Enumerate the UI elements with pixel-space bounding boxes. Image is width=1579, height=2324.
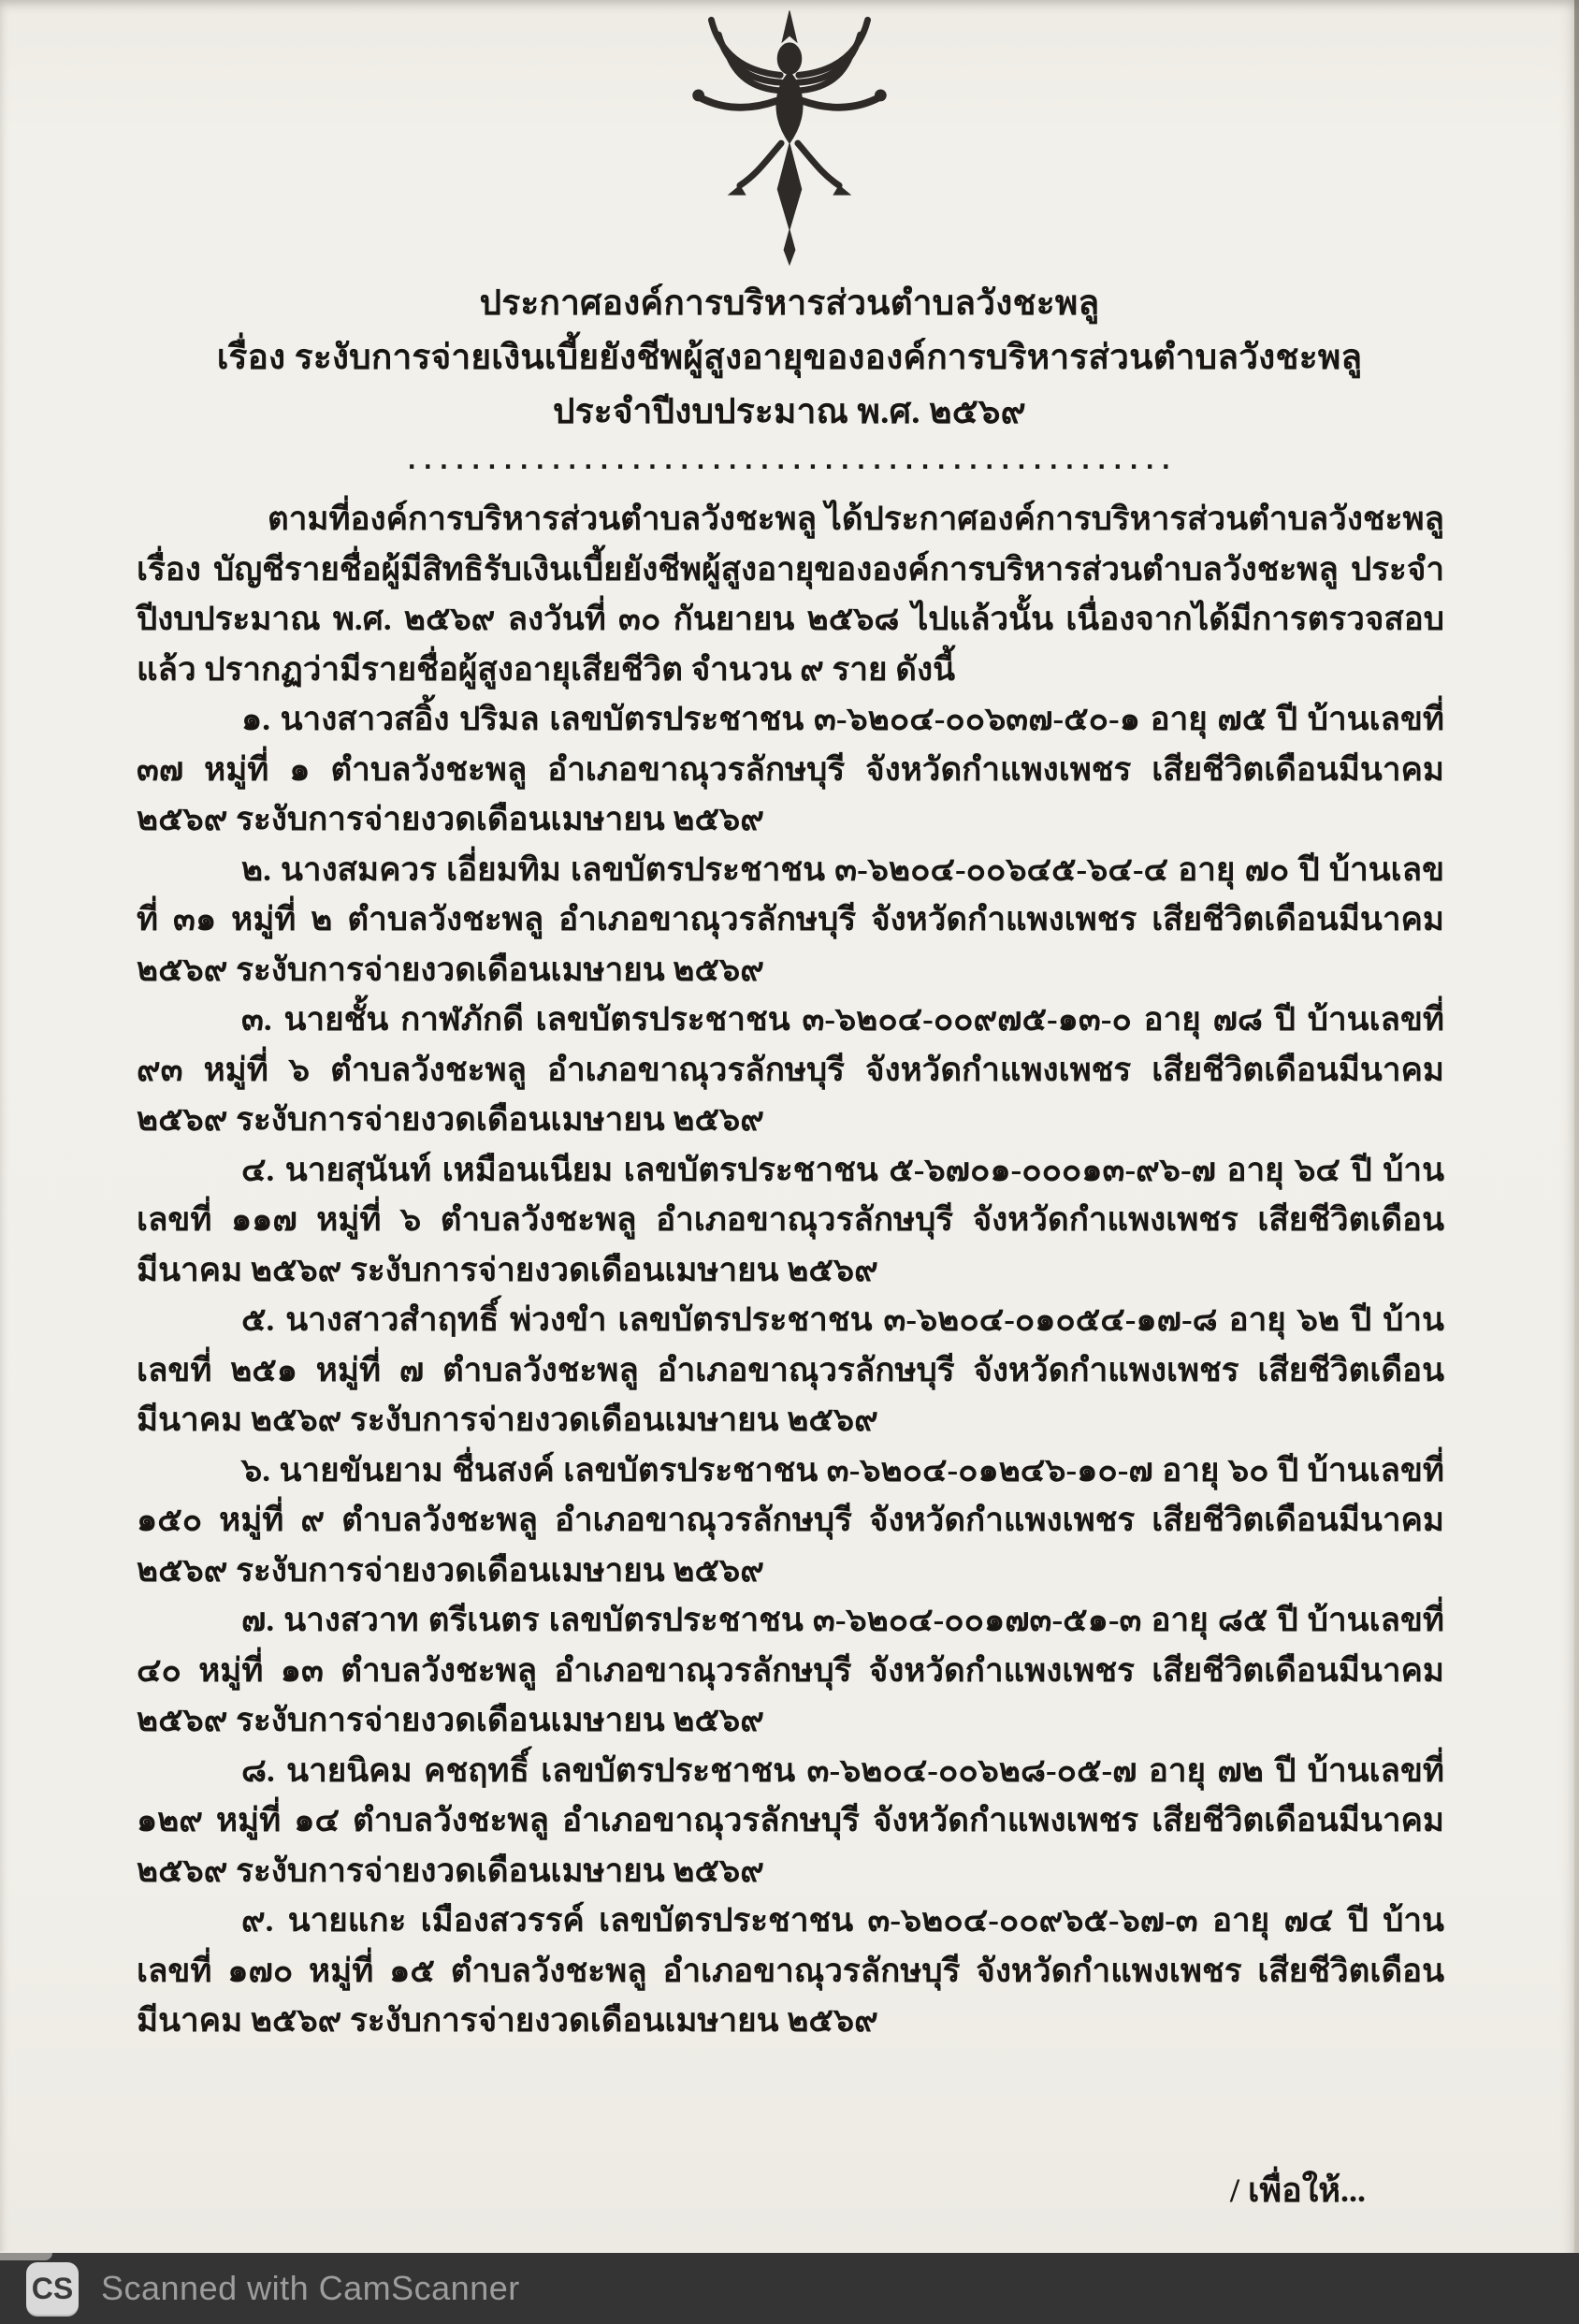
document-body bbox=[137, 494, 1444, 2046]
garuda-emblem bbox=[679, 7, 900, 286]
scan-edge-artifact bbox=[1574, 0, 1579, 2324]
page-corner-artifact bbox=[0, 2251, 52, 2260]
deceased-item-3: ๓. นายชั้น กาฬภักดี เลขบัตรประชาชน ๓-๖๒๐๔-๐๐๙๗๕-๑๓-๐ อายุ ๗๘ ปี บ้านเลขที่ ๙๓ หมู่ที่ ๖ ตำบลวังชะพลู อำเภอขาณุวรลักษบุรี จังหวัดกำแพงเพชร เสียชีวิตเดือนมีนาคม ๒๕๖๙ ระงับการจ่ายงวดเดือนเมษายน ๒๕๖๙ bbox=[137, 1001, 1444, 1138]
announcement-title-line3: ประจำปีงบประมาณ พ.ศ. ๒๕๖๙ bbox=[553, 393, 1026, 431]
deceased-item-6: ๖. นายขันยาม ชื่นสงค์ เลขบัตรประชาชน ๓-๖๒๐๔-๐๑๒๔๖-๑๐-๗ อายุ ๖๐ ปี บ้านเลขที่ ๑๕๐ หมู่ที่ ๙ ตำบลวังชะพลู อำเภอขาณุวรลักษบุรี จังหวัดกำแพงเพชร เสียชีวิตเดือนมีนาคม ๒๕๖๙ ระงับการจ่ายงวดเดือนเมษายน ๒๕๖๙ bbox=[137, 1451, 1444, 1589]
deceased-item-8: ๘. นายนิคม คชฤทธิ์ เลขบัตรประชาชน ๓-๖๒๐๔-๐๐๖๒๘-๐๕-๗ อายุ ๗๒ ปี บ้านเลขที่ ๑๒๙ หมู่ที่ ๑๔ ตำบลวังชะพลู อำเภอขาณุวรลักษบุรี จังหวัดกำแพงเพชร เสียชีวิตเดือนมีนาคม ๒๕๖๙ ระงับการจ่ายงวดเดือนเมษายน ๒๕๖๙ bbox=[137, 1751, 1444, 1889]
announcement-title-line1: ประกาศองค์การบริหารส่วนตำบลวังชะพลู bbox=[479, 284, 1100, 323]
divider-dots: ................................................ bbox=[404, 447, 1175, 475]
intro-paragraph: ตามที่องค์การบริหารส่วนตำบลวังชะพลู ได้ประกาศองค์การบริหารส่วนตำบลวังชะพลู เรื่อง บัญชีรายชื่อผู้มีสิทธิรับเงินเบี้ยยังชีพผู้สูงอายุขององค์การบริหารส่วนตำบลวังชะพลู ประจำปีงบประมาณ พ.ศ. ๒๕๖๙ ลงวันที่ ๓๐ กันยายน ๒๕๖๘ ไปแล้วนั้น เนื่องจากได้มีการตรวจสอบแล้ว ปรากฏว่ามีรายชื่อผู้สูงอายุเสียชีวิต จำนวน ๙ ราย ดังนี้ bbox=[137, 501, 1444, 688]
deceased-item-5: ๕. นางสาวสำฤทธิ์ พ่วงขำ เลขบัตรประชาชน ๓-๖๒๐๔-๐๑๐๕๔-๑๗-๘ อายุ ๖๒ ปี บ้านเลขที่ ๒๕๑ หมู่ที่ ๗ ตำบลวังชะพลู อำเภอขาณุวรลักษบุรี จังหวัดกำแพงเพชร เสียชีวิตเดือนมีนาคม ๒๕๖๙ ระงับการจ่ายงวดเดือนเมษายน ๒๕๖๙ bbox=[137, 1301, 1444, 1438]
camscanner-logo-icon: CS bbox=[26, 2262, 79, 2315]
deceased-item-2: ๒. นางสมควร เอี่ยมทิม เลขบัตรประชาชน ๓-๖๒๐๔-๐๐๖๔๕-๖๔-๔ อายุ ๗๐ ปี บ้านเลขที่ ๓๑ หมู่ที่ ๒ ตำบลวังชะพลู อำเภอขาณุวรลักษบุรี จังหวัดกำแพงเพชร เสียชีวิตเดือนมีนาคม ๒๕๖๙ ระงับการจ่ายงวดเดือนเมษายน ๒๕๖๙ bbox=[137, 850, 1444, 988]
deceased-item-1: ๑. นางสาวสอิ้ง ปริมล เลขบัตรประชาชน ๓-๖๒๐๔-๐๐๖๓๗-๕๐-๑ อายุ ๗๕ ปี บ้านเลขที่ ๓๗ หมู่ที่ ๑ ตำบลวังชะพลู อำเภอขาณุวรลักษบุรี จังหวัดกำแพงเพชร เสียชีวิตเดือนมีนาคม ๒๕๖๙ ระงับการจ่ายงวดเดือนเมษายน ๒๕๖๙ bbox=[137, 701, 1444, 837]
page-continuation-mark: / เพื่อให้... bbox=[1230, 2171, 1366, 2209]
deceased-item-7: ๗. นางสวาท ตรีเนตร เลขบัตรประชาชน ๓-๖๒๐๔-๐๐๑๗๓-๕๑-๓ อายุ ๘๕ ปี บ้านเลขที่ ๔๐ หมู่ที่ ๑๓ ตำบลวังชะพลู อำเภอขาณุวรลักษบุรี จังหวัดกำแพงเพชร เสียชีวิตเดือนมีนาคม ๒๕๖๙ ระงับการจ่ายงวดเดือนเมษายน ๒๕๖๙ bbox=[137, 1602, 1444, 1738]
deceased-item-4: ๔. นายสุนันท์ เหมือนเนียม เลขบัตรประชาชน ๕-๖๗๐๑-๐๐๐๑๓-๙๖-๗ อายุ ๖๔ ปี บ้านเลขที่ ๑๑๗ หมู่ที่ ๖ ตำบลวังชะพลู อำเภอขาณุวรลักษบุรี จังหวัดกำแพงเพชร เสียชีวิตเดือนมีนาคม ๒๕๖๙ ระงับการจ่ายงวดเดือนเมษายน ๒๕๖๙ bbox=[137, 1151, 1444, 1288]
deceased-item-9: ๙. นายแกะ เมืองสวรรค์ เลขบัตรประชาชน ๓-๖๒๐๔-๐๐๙๖๕-๖๗-๓ อายุ ๗๔ ปี บ้านเลขที่ ๑๗๐ หมู่ที่ ๑๕ ตำบลวังชะพลู อำเภอขาณุวรลักษบุรี จังหวัดกำแพงเพชร เสียชีวิตเดือนมีนาคม ๒๕๖๙ ระงับการจ่ายงวดเดือนเมษายน ๒๕๖๙ bbox=[137, 1902, 1444, 2039]
announcement-title-line2: เรื่อง ระงับการจ่ายเงินเบี้ยยังชีพผู้สูงอายุขององค์การบริหารส่วนตำบลวังชะพลู bbox=[216, 339, 1363, 377]
title-block bbox=[0, 277, 1579, 483]
camscanner-watermark-label: Scanned with CamScanner bbox=[101, 2269, 520, 2307]
camscanner-watermark-bar bbox=[0, 2253, 1579, 2324]
